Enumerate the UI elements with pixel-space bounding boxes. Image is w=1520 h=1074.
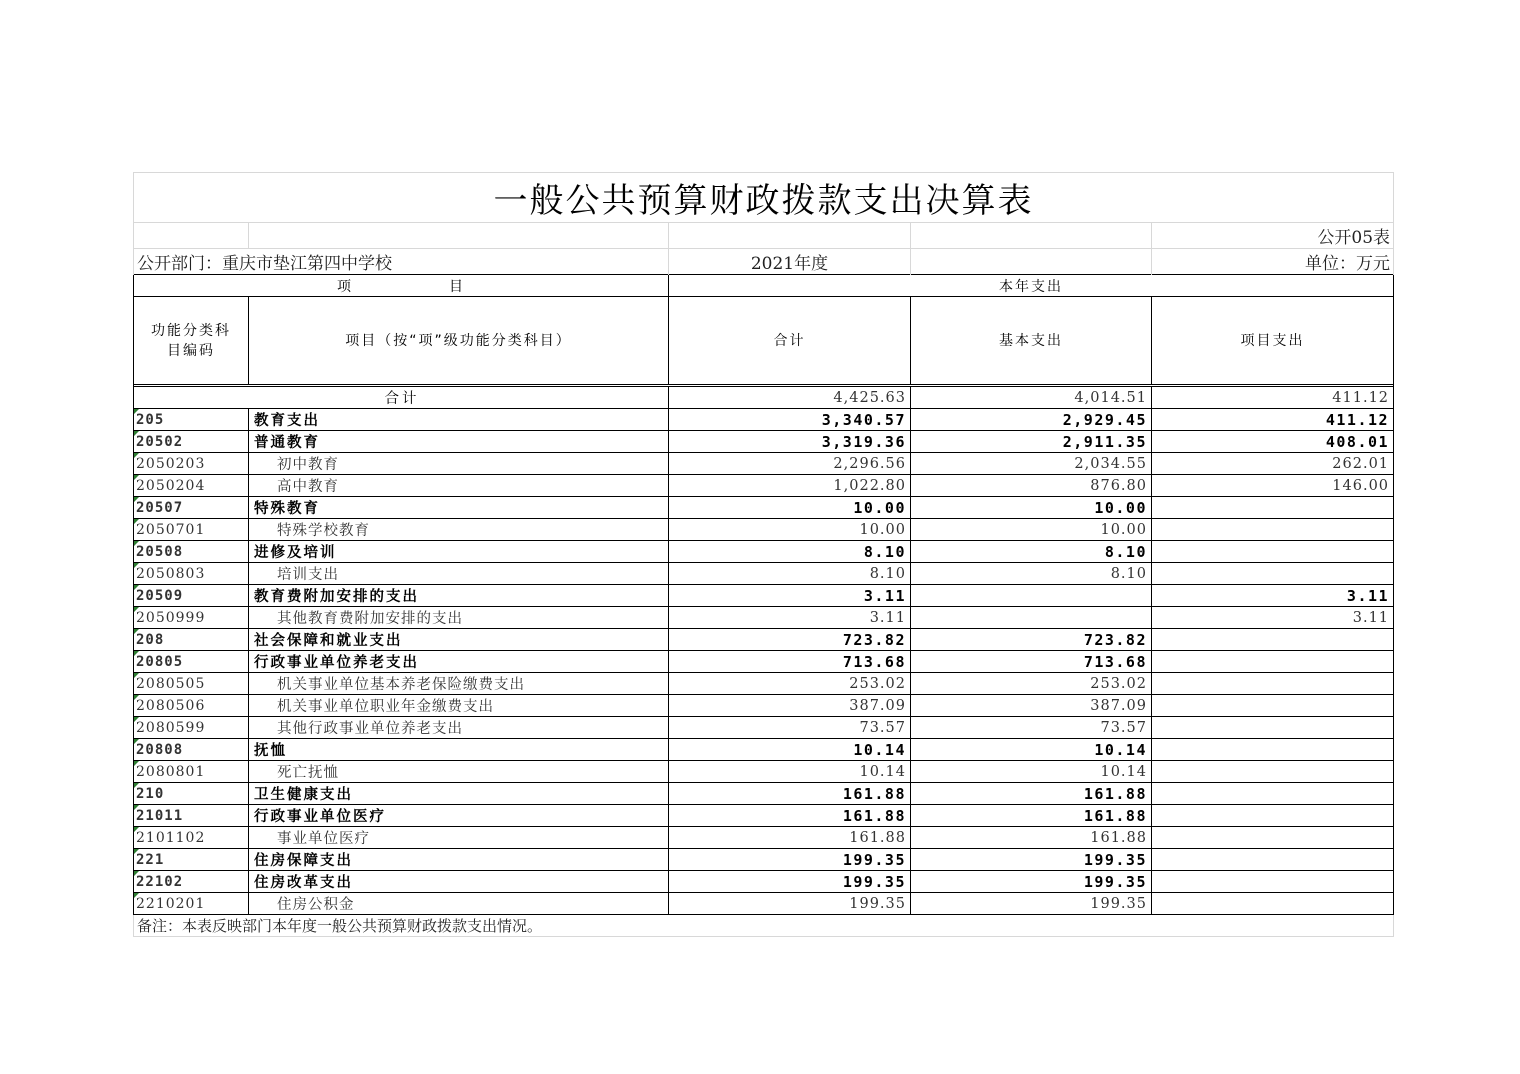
row-total: 1,022.80 [669, 475, 911, 497]
row-total: 10.14 [669, 739, 911, 761]
row-basic: 10.14 [911, 761, 1152, 783]
row-project [1152, 783, 1394, 805]
table-row [134, 651, 1394, 673]
meta-blank-cell [669, 223, 911, 249]
row-project [1152, 849, 1394, 871]
row-code: 22102 [134, 871, 249, 893]
table-row [134, 871, 1394, 893]
department-name: 公开部门：重庆市垫江第四中学校 [134, 249, 669, 275]
row-name: 行政事业单位医疗 [249, 805, 669, 827]
row-code: 2080505 [134, 673, 249, 695]
row-name: 其他行政事业单位养老支出 [249, 717, 669, 739]
row-name: 培训支出 [249, 563, 669, 585]
row-total: 199.35 [669, 849, 911, 871]
row-name: 住房改革支出 [249, 871, 669, 893]
row-name: 高中教育 [249, 475, 669, 497]
table-row [134, 739, 1394, 761]
table-row [134, 827, 1394, 849]
row-code: 2050701 [134, 519, 249, 541]
row-name: 事业单位医疗 [249, 827, 669, 849]
row-name: 卫生健康支出 [249, 783, 669, 805]
row-code: 20507 [134, 497, 249, 519]
row-code: 208 [134, 629, 249, 651]
row-basic: 2,034.55 [911, 453, 1152, 475]
row-name: 初中教育 [249, 453, 669, 475]
row-project [1152, 739, 1394, 761]
row-total: 2,296.56 [669, 453, 911, 475]
table-row [134, 695, 1394, 717]
report-sheet [133, 172, 1393, 937]
meta-blank-cell [911, 249, 1152, 275]
row-basic: 10.00 [911, 519, 1152, 541]
row-basic: 8.10 [911, 541, 1152, 563]
unit-label: 单位：万元 [1152, 249, 1394, 275]
row-basic: 161.88 [911, 827, 1152, 849]
row-total: 3.11 [669, 607, 911, 629]
row-project [1152, 893, 1394, 915]
row-code: 210 [134, 783, 249, 805]
row-basic: 723.82 [911, 629, 1152, 651]
header-project-column: 项目支出 [1152, 297, 1394, 385]
table-row [134, 783, 1394, 805]
row-name: 死亡抚恤 [249, 761, 669, 783]
meta-blank-cell [249, 223, 669, 249]
table-row [134, 541, 1394, 563]
row-project [1152, 695, 1394, 717]
row-name: 教育费附加安排的支出 [249, 585, 669, 607]
row-total: 8.10 [669, 541, 911, 563]
table-row [134, 409, 1394, 431]
form-number: 公开05表 [1152, 223, 1394, 249]
row-basic: 2,929.45 [911, 409, 1152, 431]
row-project [1152, 541, 1394, 563]
row-project: 3.11 [1152, 585, 1394, 607]
row-code: 2080599 [134, 717, 249, 739]
row-total: 10.14 [669, 761, 911, 783]
row-code: 20508 [134, 541, 249, 563]
row-project [1152, 629, 1394, 651]
row-name: 进修及培训 [249, 541, 669, 563]
header-total-column: 合计 [669, 297, 911, 385]
row-code: 20805 [134, 651, 249, 673]
row-code: 2050803 [134, 563, 249, 585]
table-row [134, 893, 1394, 915]
row-basic: 253.02 [911, 673, 1152, 695]
row-total: 161.88 [669, 805, 911, 827]
row-name: 社会保障和就业支出 [249, 629, 669, 651]
row-project [1152, 871, 1394, 893]
row-project [1152, 563, 1394, 585]
row-project: 146.00 [1152, 475, 1394, 497]
row-name: 其他教育费附加安排的支出 [249, 607, 669, 629]
row-project: 3.11 [1152, 607, 1394, 629]
row-project: 262.01 [1152, 453, 1394, 475]
table-row [134, 629, 1394, 651]
table-row [134, 563, 1394, 585]
page-title: 一般公共预算财政拨款支出决算表 [134, 173, 1394, 223]
row-project [1152, 827, 1394, 849]
row-basic: 10.00 [911, 497, 1152, 519]
meta-blank-cell [911, 223, 1152, 249]
row-total: 8.10 [669, 563, 911, 585]
table-row [134, 761, 1394, 783]
row-code: 221 [134, 849, 249, 871]
table-row [134, 431, 1394, 453]
row-code: 2210201 [134, 893, 249, 915]
total-row-label: 合计 [134, 387, 669, 409]
row-project [1152, 761, 1394, 783]
row-total: 10.00 [669, 519, 911, 541]
row-name: 住房保障支出 [249, 849, 669, 871]
row-total: 73.57 [669, 717, 911, 739]
row-name: 机关事业单位职业年金缴费支出 [249, 695, 669, 717]
row-project [1152, 717, 1394, 739]
row-code: 20509 [134, 585, 249, 607]
row-name: 教育支出 [249, 409, 669, 431]
row-total: 199.35 [669, 893, 911, 915]
row-basic: 199.35 [911, 871, 1152, 893]
row-total: 3,319.36 [669, 431, 911, 453]
row-code: 2080506 [134, 695, 249, 717]
row-basic: 73.57 [911, 717, 1152, 739]
table-row [134, 673, 1394, 695]
header-item-group: 项 目 [134, 275, 669, 297]
header-code-column: 功能分类科目编码 [134, 297, 249, 385]
table-note: 备注：本表反映部门本年度一般公共预算财政拨款支出情况。 [134, 915, 1394, 937]
row-project: 408.01 [1152, 431, 1394, 453]
total-row-basic: 4,014.51 [911, 387, 1152, 409]
row-total: 199.35 [669, 871, 911, 893]
table-row [134, 497, 1394, 519]
table-row [134, 453, 1394, 475]
row-basic: 199.35 [911, 893, 1152, 915]
row-total: 161.88 [669, 783, 911, 805]
table-row [134, 475, 1394, 497]
row-name: 普通教育 [249, 431, 669, 453]
row-basic: 713.68 [911, 651, 1152, 673]
table-row [134, 717, 1394, 739]
table-row [134, 585, 1394, 607]
row-name: 行政事业单位养老支出 [249, 651, 669, 673]
row-name: 住房公积金 [249, 893, 669, 915]
row-total: 10.00 [669, 497, 911, 519]
header-name-column: 项目（按“项”级功能分类科目） [249, 297, 669, 385]
meta-blank-cell [134, 223, 249, 249]
report-year: 2021年度 [669, 249, 911, 275]
row-basic: 161.88 [911, 783, 1152, 805]
table-row [134, 519, 1394, 541]
total-row-total: 4,425.63 [669, 387, 911, 409]
row-code: 20808 [134, 739, 249, 761]
row-name: 抚恤 [249, 739, 669, 761]
row-code: 20502 [134, 431, 249, 453]
row-code: 205 [134, 409, 249, 431]
row-basic: 876.80 [911, 475, 1152, 497]
row-total: 723.82 [669, 629, 911, 651]
row-code: 2050204 [134, 475, 249, 497]
table-row [134, 805, 1394, 827]
row-project: 411.12 [1152, 409, 1394, 431]
row-name: 特殊教育 [249, 497, 669, 519]
row-code: 2050999 [134, 607, 249, 629]
budget-table [133, 172, 1394, 937]
total-row-project: 411.12 [1152, 387, 1394, 409]
row-total: 713.68 [669, 651, 911, 673]
row-basic: 2,911.35 [911, 431, 1152, 453]
header-basic-column: 基本支出 [911, 297, 1152, 385]
row-basic [911, 607, 1152, 629]
row-total: 3.11 [669, 585, 911, 607]
row-project [1152, 673, 1394, 695]
row-code: 2080801 [134, 761, 249, 783]
row-code: 2050203 [134, 453, 249, 475]
header-expense-group: 本年支出 [669, 275, 1394, 297]
row-total: 161.88 [669, 827, 911, 849]
row-project [1152, 519, 1394, 541]
row-basic: 10.14 [911, 739, 1152, 761]
row-name: 机关事业单位基本养老保险缴费支出 [249, 673, 669, 695]
row-basic: 161.88 [911, 805, 1152, 827]
row-basic: 387.09 [911, 695, 1152, 717]
row-code: 2101102 [134, 827, 249, 849]
row-basic: 199.35 [911, 849, 1152, 871]
row-total: 3,340.57 [669, 409, 911, 431]
row-basic: 8.10 [911, 563, 1152, 585]
row-total: 387.09 [669, 695, 911, 717]
row-total: 253.02 [669, 673, 911, 695]
row-basic [911, 585, 1152, 607]
row-name: 特殊学校教育 [249, 519, 669, 541]
table-row [134, 607, 1394, 629]
row-project [1152, 651, 1394, 673]
row-project [1152, 805, 1394, 827]
table-row [134, 849, 1394, 871]
row-code: 21011 [134, 805, 249, 827]
row-project [1152, 497, 1394, 519]
